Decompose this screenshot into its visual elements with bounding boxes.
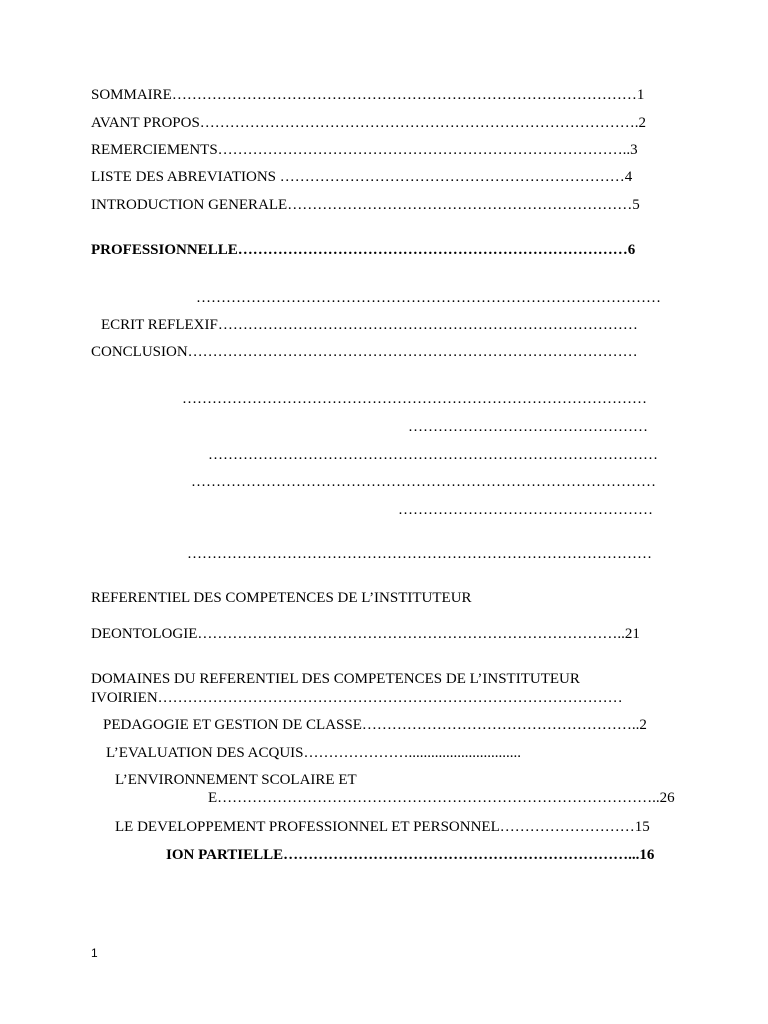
toc-dots-line: ………………………………………… — [408, 419, 648, 435]
toc-entry-avant-propos: AVANT PROPOS…………………………………………………………………………….2 — [91, 115, 647, 131]
toc-dots-line: ………………………………………………………………………………… — [182, 391, 647, 407]
toc-entry-deontologie: DEONTOLOGIE…………………………………………………………………………..21 — [91, 626, 640, 642]
toc-entry-evaluation: L’EVALUATION DES ACQUIS………………….............................. — [106, 745, 522, 761]
toc-entry-liste-abreviations: LISTE DES ABREVIATIONS ……………………………………………………………4 — [91, 169, 633, 185]
toc-entry-ecrit-reflexif: ECRIT REFLEXIF………………………………………………………………………… — [101, 317, 638, 333]
toc-dots-line: ………………………………………………………………………………… — [191, 474, 656, 490]
toc-entry-referentiel: REFERENTIEL DES COMPETENCES DE L’INSTITUTEUR — [91, 590, 472, 606]
toc-entry-conclusion: CONCLUSION……………………………………………………………………………… — [91, 344, 638, 360]
toc-dots-line: ………………………………………………………………………………… — [196, 290, 661, 306]
toc-entry-environnement: L’ENVIRONNEMENT SCOLAIRE ET — [115, 772, 357, 788]
toc-entry-remerciements: REMERCIEMENTS………………………………………………………………………..3 — [91, 142, 638, 158]
toc-entry-pedagogie: PEDAGOGIE ET GESTION DE CLASSE………………………………………………..2 — [103, 717, 647, 733]
toc-entry-introduction: INTRODUCTION GENERALE……………………………………………………………5 — [91, 197, 640, 213]
toc-entry-domaines: DOMAINES DU REFERENTIEL DES COMPETENCES DE L’INSTITUTEUR — [91, 671, 580, 687]
toc-entry-ivoirien: IVOIRIEN………………………………………………………………………………… — [91, 690, 623, 706]
toc-dots-line: …………………………………………… — [398, 502, 653, 518]
toc-entry-ion-partielle: ION PARTIELLE……………………………………………………………...16 — [166, 847, 655, 863]
toc-entry-sommaire: SOMMAIRE…………………………………………………………………………………1 — [91, 87, 645, 103]
toc-entry-developpement: LE DEVELOPPEMENT PROFESSIONNEL ET PERSONNEL………………………15 — [115, 819, 650, 835]
toc-entry-professionnelle: PROFESSIONNELLE……………………………………………………………………6 — [91, 242, 636, 258]
toc-dots-line: ………………………………………………………………………………… — [187, 546, 652, 562]
page-number: 1 — [91, 946, 98, 960]
toc-entry-environnement-cont: E……………………………………………………………………………..26 — [208, 790, 675, 806]
toc-dots-line: ……………………………………………………………………………… — [208, 447, 658, 463]
